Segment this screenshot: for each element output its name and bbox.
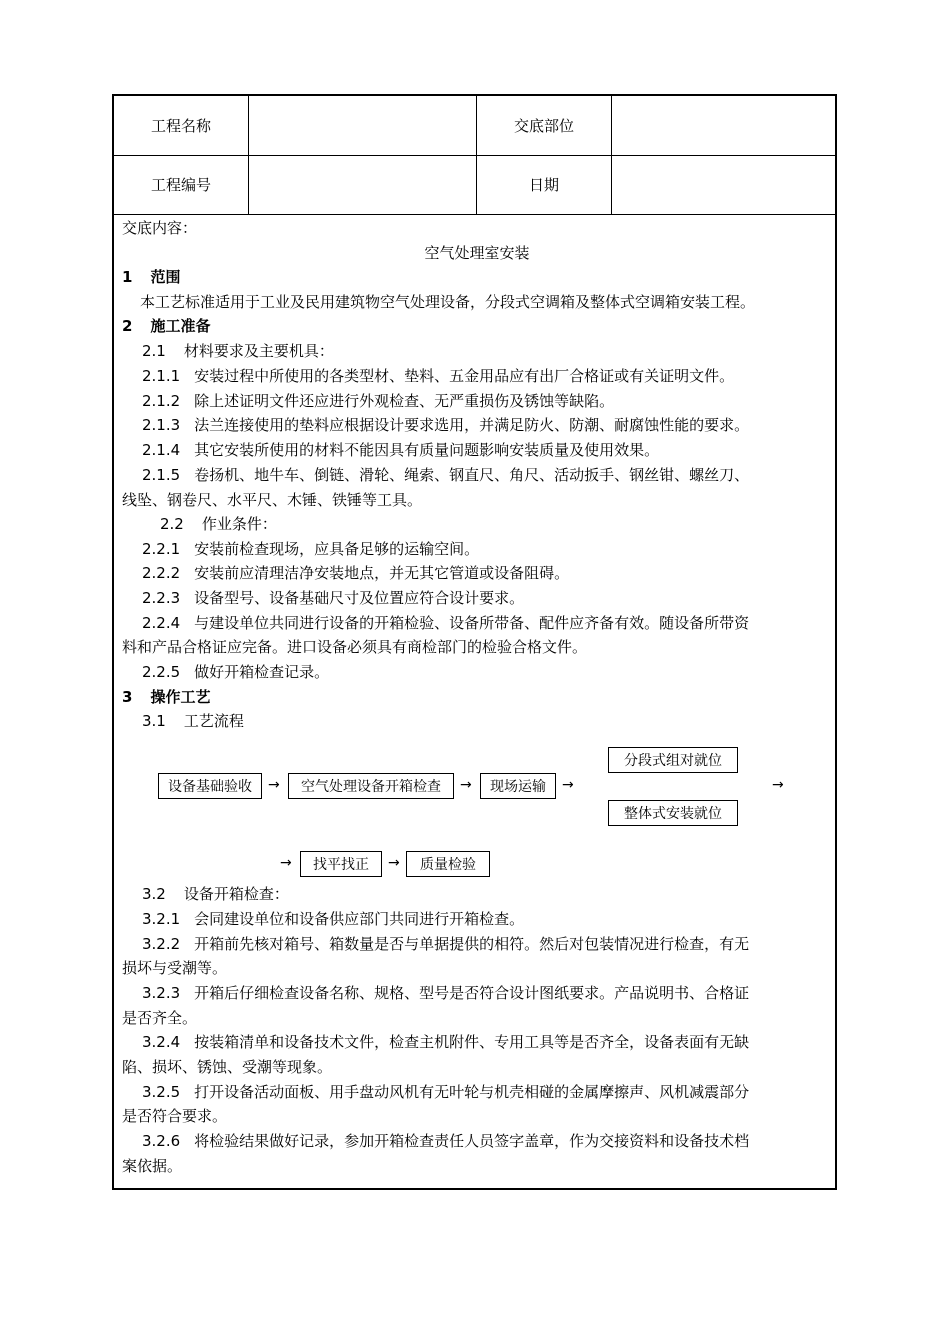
item-text: 材料要求及主要机具： xyxy=(183,342,334,360)
item-number: 2.1.3 xyxy=(142,416,181,434)
technical-disclosure-form xyxy=(112,94,837,1190)
item-text: 设备型号、设备基础尺寸及位置应符合设计要求。 xyxy=(194,589,525,607)
item-text: 安装过程中所使用的各类型材、垫料、五金用品应有出厂合格证或有关证明文件。 xyxy=(194,367,735,385)
item-number: 3.2 xyxy=(142,885,166,903)
item-3-2-2-cont: 损坏与受潮等。 xyxy=(122,959,228,977)
flow-step-site-transport: 现场运输 xyxy=(480,773,556,799)
flow-arrow: → xyxy=(268,777,280,793)
item-3-2-3-cont: 是否齐全。 xyxy=(122,1009,198,1027)
item-3-2-6-cont: 案依据。 xyxy=(122,1157,183,1175)
item-text: 会同建设单位和设备供应部门共同进行开箱检查。 xyxy=(194,910,525,928)
flow-arrow: → xyxy=(388,855,400,871)
item-number: 2.2 xyxy=(160,515,184,533)
item-text: 卷扬机、地牛车、倒链、滑轮、绳索、钢直尺、角尺、活动扳手、钢丝钳、螺丝刀、 xyxy=(194,466,750,484)
section-number: 1 xyxy=(122,268,133,286)
flow-step-quality-inspection: 质量检验 xyxy=(406,851,490,877)
item-number: 3.1 xyxy=(142,712,166,730)
item-text: 将检验结果做好记录，参加开箱检查责任人员签字盖章，作为交接资料和设备技术档 xyxy=(194,1132,750,1150)
flow-arrow: → xyxy=(562,777,574,793)
item-text: 做好开箱检查记录。 xyxy=(194,663,330,681)
flow-step-foundation-acceptance: 设备基础验收 xyxy=(158,773,262,799)
flow-step-integral-installation: 整体式安装就位 xyxy=(608,800,738,826)
item-text: 除上述证明文件还应进行外观检查、无严重损伤及锈蚀等缺陷。 xyxy=(194,392,615,410)
item-number: 2.1 xyxy=(142,342,166,360)
flow-step-sectional-assembly: 分段式组对就位 xyxy=(608,747,738,773)
item-text: 其它安装所使用的材料不能因具有质量问题影响安装质量及使用效果。 xyxy=(194,441,660,459)
flow-arrow: → xyxy=(772,777,784,793)
item-text: 与建设单位共同进行设备的开箱检验、设备所带备、配件应齐备有效。随设备所带资 xyxy=(194,614,750,632)
date-label: 日期 xyxy=(477,155,612,214)
item-number: 2.2.2 xyxy=(142,564,181,582)
flow-step-unpacking-inspection: 空气处理设备开箱检查 xyxy=(288,773,454,799)
item-2-1-5-cont: 线坠、钢卷尺、水平尺、木锤、铁锤等工具。 xyxy=(122,491,423,509)
section-number: 2 xyxy=(122,317,133,335)
section-title: 范围 xyxy=(150,268,181,286)
item-3-2-5-cont: 是否符合要求。 xyxy=(122,1107,228,1125)
flow-arrow: → xyxy=(280,855,292,871)
item-text: 设备开箱检查： xyxy=(183,885,289,903)
item-number: 2.1.1 xyxy=(142,367,181,385)
section-title: 操作工艺 xyxy=(150,688,211,706)
disclosure-location-label: 交底部位 xyxy=(477,96,612,155)
item-number: 2.2.3 xyxy=(142,589,181,607)
flow-arrow: → xyxy=(460,777,472,793)
item-number: 3.2.3 xyxy=(142,984,181,1002)
item-text: 工艺流程 xyxy=(183,712,244,730)
item-text: 作业条件： xyxy=(201,515,277,533)
item-2-2-4-cont: 料和产品合格证应完备。进口设备必须具有商检部门的检验合格文件。 xyxy=(122,638,588,656)
item-3-2-4-cont: 陷、损坏、锈蚀、受潮等现象。 xyxy=(122,1058,333,1076)
section-1-text: 本工艺标准适用于工业及民用建筑物空气处理设备，分段式空调箱及整体式空调箱安装工程。 xyxy=(140,293,756,311)
item-text: 法兰连接使用的垫料应根据设计要求选用，并满足防火、防潮、耐腐蚀性能的要求。 xyxy=(194,416,750,434)
item-text: 安装前应清理洁净安装地点，并无其它管道或设备阻碍。 xyxy=(194,564,570,582)
project-name-label: 工程名称 xyxy=(114,96,249,155)
document-title: 空气处理室安装 xyxy=(424,244,530,262)
item-text: 打开设备活动面板、用手盘动风机有无叶轮与机壳相碰的金属摩擦声、风机减震部分 xyxy=(194,1083,750,1101)
content-intro: 交底内容： xyxy=(122,219,198,237)
item-number: 2.1.2 xyxy=(142,392,181,410)
item-text: 开箱前先核对箱号、箱数量是否与单据提供的相符。然后对包装情况进行检查，有无 xyxy=(194,935,750,953)
project-number-label: 工程编号 xyxy=(114,155,249,214)
item-number: 3.2.1 xyxy=(142,910,181,928)
item-number: 2.2.1 xyxy=(142,540,181,558)
item-text: 开箱后仔细检查设备名称、规格、型号是否符合设计图纸要求。产品说明书、合格证 xyxy=(194,984,750,1002)
item-number: 3.2.6 xyxy=(142,1132,181,1150)
item-text: 安装前检查现场，应具备足够的运输空间。 xyxy=(194,540,480,558)
item-text: 按装箱清单和设备技术文件，检查主机附件、专用工具等是否齐全，设备表面有无缺 xyxy=(194,1033,750,1051)
section-number: 3 xyxy=(122,688,133,706)
item-number: 2.2.4 xyxy=(142,614,181,632)
item-number: 3.2.4 xyxy=(142,1033,181,1051)
item-number: 2.1.4 xyxy=(142,441,181,459)
item-number: 2.1.5 xyxy=(142,466,181,484)
flow-step-leveling-alignment: 找平找正 xyxy=(300,851,382,877)
item-number: 2.2.5 xyxy=(142,663,181,681)
process-flow-diagram xyxy=(114,96,839,1192)
item-number: 3.2.2 xyxy=(142,935,181,953)
section-title: 施工准备 xyxy=(150,317,211,335)
item-number: 3.2.5 xyxy=(142,1083,181,1101)
